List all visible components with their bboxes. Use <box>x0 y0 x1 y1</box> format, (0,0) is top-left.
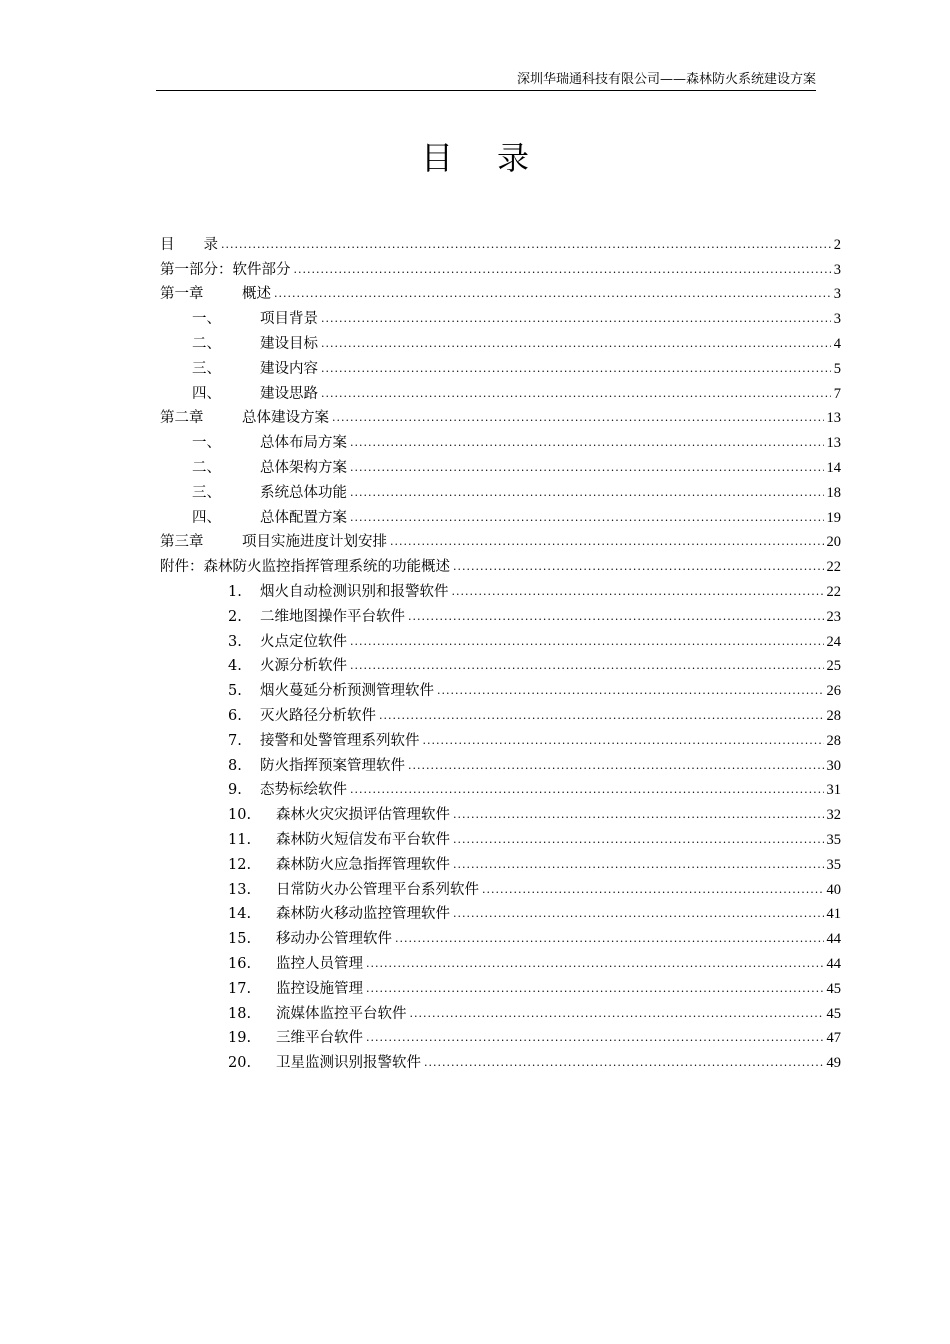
toc-entry-title: 项目实施进度计划安排 <box>242 534 387 551</box>
toc-leader-dots <box>453 855 824 875</box>
toc-entry-title: 监控设施管理 <box>276 980 363 997</box>
toc-entry-title: 灭火路径分析软件 <box>260 707 376 724</box>
page-header: 深圳华瑞通科技有限公司——森林防火系统建设方案 <box>156 70 816 91</box>
table-of-contents <box>160 230 841 1073</box>
toc-entry[interactable] <box>160 453 841 478</box>
toc-entry-title: 第一部分：软件部分 <box>160 261 291 278</box>
toc-page-number: 24 <box>826 633 841 650</box>
toc-leader-dots <box>453 557 824 577</box>
toc-entry-title: 总体建设方案 <box>242 410 329 427</box>
toc-entry-label <box>160 260 291 280</box>
toc-entry[interactable] <box>160 478 841 503</box>
toc-entry-title: 附件：森林防火监控指挥管理系统的功能概述 <box>160 559 450 576</box>
toc-page-number: 3 <box>833 311 841 328</box>
toc-page-number: 30 <box>826 757 841 774</box>
toc-entry-label <box>228 880 479 900</box>
toc-entry[interactable] <box>160 1024 841 1049</box>
toc-leader-dots <box>350 458 824 478</box>
toc-entry[interactable] <box>160 577 841 602</box>
toc-entry-title: 总体架构方案 <box>260 459 347 476</box>
toc-entry-title: 烟火蔓延分析预测管理软件 <box>260 683 434 700</box>
toc-entry-title: 烟火自动检测识别和报警软件 <box>260 583 449 600</box>
toc-page-number: 47 <box>826 1030 841 1047</box>
toc-page-number: 49 <box>826 1055 841 1072</box>
toc-entry-label <box>228 1028 363 1048</box>
toc-entry[interactable] <box>160 825 841 850</box>
toc-entry-label <box>160 284 271 304</box>
toc-leader-dots <box>321 334 831 354</box>
toc-page-number: 3 <box>833 286 841 303</box>
toc-leader-dots <box>379 706 824 726</box>
toc-page-number: 45 <box>826 1005 841 1022</box>
toc-entry[interactable] <box>160 627 841 652</box>
toc-leader-dots <box>350 632 824 652</box>
toc-entry[interactable] <box>160 602 841 627</box>
toc-page-number: 45 <box>826 980 841 997</box>
toc-entry-number: 二、 <box>192 459 221 476</box>
toc-entry-number: 8. <box>228 757 242 774</box>
toc-entry-title: 森林火灾灾损评估管理软件 <box>276 807 450 824</box>
toc-leader-dots <box>408 756 824 776</box>
toc-entry-number: 9. <box>228 782 242 799</box>
toc-entry[interactable] <box>160 652 841 677</box>
toc-entry-title: 监控人员管理 <box>276 955 363 972</box>
toc-page-number: 26 <box>826 683 841 700</box>
toc-page-number: 44 <box>826 955 841 972</box>
toc-entry-number: 12. <box>228 856 252 873</box>
toc-leader-dots <box>453 904 824 924</box>
toc-entry-number: 19. <box>228 1030 252 1047</box>
toc-entry-title: 防火指挥预案管理软件 <box>260 757 405 774</box>
toc-entry[interactable] <box>160 428 841 453</box>
toc-entry[interactable] <box>160 404 841 429</box>
toc-leader-dots <box>294 260 831 280</box>
toc-entry-number: 13. <box>228 881 252 898</box>
toc-leader-dots <box>321 359 831 379</box>
toc-entry-label <box>228 979 363 999</box>
toc-leader-dots <box>350 483 824 503</box>
toc-entry-number: 10. <box>228 807 252 824</box>
toc-entry-label <box>228 929 392 949</box>
toc-entry-label <box>192 334 318 354</box>
toc-entry[interactable] <box>160 1048 841 1073</box>
toc-leader-dots <box>452 582 824 602</box>
toc-leader-dots <box>410 1004 824 1024</box>
toc-entry-label <box>192 309 318 329</box>
toc-entry[interactable] <box>160 900 841 925</box>
toc-page-number: 2 <box>833 236 841 253</box>
toc-page-number: 22 <box>826 559 841 576</box>
toc-entry-number: 3. <box>228 633 242 650</box>
toc-entry-title: 三维平台软件 <box>276 1030 363 1047</box>
toc-leader-dots <box>321 309 831 329</box>
toc-entry-label <box>160 235 218 255</box>
toc-leader-dots <box>274 284 831 304</box>
toc-entry-label <box>160 557 450 577</box>
toc-entry-title: 总体布局方案 <box>260 435 347 452</box>
toc-leader-dots <box>221 235 831 255</box>
toc-entry-number: 6. <box>228 707 242 724</box>
toc-entry[interactable] <box>160 379 841 404</box>
toc-entry[interactable] <box>160 974 841 999</box>
toc-entry-number: 二、 <box>192 335 221 352</box>
toc-entry-label <box>192 483 347 503</box>
toc-leader-dots <box>437 681 824 701</box>
toc-page-number: 4 <box>833 335 841 352</box>
toc-page-number: 5 <box>833 360 841 377</box>
toc-entry-title: 总体配置方案 <box>260 509 347 526</box>
toc-entry[interactable] <box>160 776 841 801</box>
toc-entry-number: 11. <box>228 831 252 848</box>
toc-entry-number: 20. <box>228 1055 252 1072</box>
toc-entry-label <box>192 384 318 404</box>
toc-entry-number: 第一章 <box>160 286 204 303</box>
toc-entry-number: 18. <box>228 1005 252 1022</box>
toc-entry-number: 15. <box>228 931 252 948</box>
toc-entry-label <box>228 582 449 602</box>
toc-entry-number: 四、 <box>192 509 221 526</box>
toc-entry-number: 四、 <box>192 385 221 402</box>
toc-entry-number: 14. <box>228 906 252 923</box>
toc-entry-title: 日常防火办公管理平台系列软件 <box>276 881 479 898</box>
toc-leader-dots <box>350 780 824 800</box>
toc-page-number: 18 <box>826 484 841 501</box>
toc-entry-title: 卫星监测识别报警软件 <box>276 1055 421 1072</box>
page-title: 目录 <box>420 139 573 177</box>
toc-entry[interactable] <box>160 800 841 825</box>
toc-entry-label <box>228 780 347 800</box>
toc-entry-label <box>228 805 450 825</box>
toc-page-number: 35 <box>826 831 841 848</box>
toc-entry-title: 流媒体监控平台软件 <box>276 1005 407 1022</box>
toc-entry-number: 第二章 <box>160 410 204 427</box>
toc-leader-dots <box>395 929 824 949</box>
toc-entry-title: 森林防火短信发布平台软件 <box>276 831 450 848</box>
toc-page-number: 23 <box>826 608 841 625</box>
toc-entry-label <box>228 706 376 726</box>
toc-entry-label <box>228 954 363 974</box>
toc-leader-dots <box>366 954 824 974</box>
toc-page-number: 14 <box>826 459 841 476</box>
toc-entry-title: 二维地图操作平台软件 <box>260 608 405 625</box>
toc-entry-title: 系统总体功能 <box>260 484 347 501</box>
toc-entry-label <box>160 408 329 428</box>
toc-leader-dots <box>424 1053 824 1073</box>
toc-entry[interactable] <box>160 552 841 577</box>
toc-page-number: 22 <box>826 583 841 600</box>
toc-entry-title: 项目背景 <box>260 311 318 328</box>
toc-entry-number: 5. <box>228 683 242 700</box>
toc-entry-label <box>228 830 450 850</box>
toc-leader-dots <box>366 979 824 999</box>
toc-entry-number: 一、 <box>192 311 221 328</box>
toc-page-number: 20 <box>826 534 841 551</box>
toc-page-number: 19 <box>826 509 841 526</box>
toc-page-number: 40 <box>826 881 841 898</box>
toc-page-number: 28 <box>826 707 841 724</box>
toc-entry-label <box>192 458 347 478</box>
toc-entry-number: 三、 <box>192 484 221 501</box>
toc-leader-dots <box>390 532 824 552</box>
toc-page-number: 13 <box>826 410 841 427</box>
toc-entry-title: 态势标绘软件 <box>260 782 347 799</box>
toc-entry-label <box>228 1004 407 1024</box>
toc-entry-title: 森林防火应急指挥管理软件 <box>276 856 450 873</box>
toc-entry-title: 建设内容 <box>260 360 318 377</box>
toc-entry-label <box>228 632 347 652</box>
toc-leader-dots <box>321 384 831 404</box>
toc-page-number: 35 <box>826 856 841 873</box>
toc-leader-dots <box>350 656 824 676</box>
toc-entry[interactable] <box>160 230 841 255</box>
toc-entry-label <box>228 607 405 627</box>
toc-page-number: 41 <box>826 906 841 923</box>
toc-entry-title: 森林防火移动监控管理软件 <box>276 906 450 923</box>
toc-entry-number: 7. <box>228 732 242 749</box>
toc-entry-title: 火点定位软件 <box>260 633 347 650</box>
toc-entry[interactable] <box>160 949 841 974</box>
toc-leader-dots <box>453 805 824 825</box>
toc-entry-number: 2. <box>228 608 242 625</box>
toc-entry[interactable] <box>160 726 841 751</box>
toc-entry[interactable] <box>160 676 841 701</box>
toc-entry-label <box>192 433 347 453</box>
toc-page-number: 7 <box>833 385 841 402</box>
toc-entry-number: 目 录 <box>160 236 218 253</box>
toc-leader-dots <box>423 731 824 751</box>
toc-entry-title: 接警和处警管理系列软件 <box>260 732 420 749</box>
toc-page-number: 13 <box>826 435 841 452</box>
toc-page-number: 44 <box>826 931 841 948</box>
toc-leader-dots <box>453 830 824 850</box>
toc-entry[interactable] <box>160 255 841 280</box>
toc-entry[interactable] <box>160 503 841 528</box>
toc-entry[interactable] <box>160 280 841 305</box>
toc-leader-dots <box>366 1028 824 1048</box>
toc-entry-label <box>228 855 450 875</box>
toc-entry-label <box>228 681 434 701</box>
toc-entry[interactable] <box>160 304 841 329</box>
toc-entry-number: 16. <box>228 955 252 972</box>
toc-leader-dots <box>350 433 824 453</box>
toc-entry-label <box>160 532 387 552</box>
toc-page-number: 25 <box>826 658 841 675</box>
toc-entry-title: 建设思路 <box>260 385 318 402</box>
toc-entry-label <box>228 656 347 676</box>
toc-entry-number: 三、 <box>192 360 221 377</box>
toc-page-number: 28 <box>826 732 841 749</box>
toc-entry-number: 4. <box>228 658 242 675</box>
toc-entry-number: 第三章 <box>160 534 204 551</box>
toc-leader-dots <box>332 408 824 428</box>
toc-entry-title: 移动办公管理软件 <box>276 931 392 948</box>
toc-entry[interactable] <box>160 924 841 949</box>
toc-entry-number: 1. <box>228 583 242 600</box>
toc-entry[interactable] <box>160 528 841 553</box>
toc-entry[interactable] <box>160 354 841 379</box>
toc-page-number: 31 <box>826 782 841 799</box>
toc-entry-title: 概述 <box>242 286 271 303</box>
toc-entry-label <box>228 731 420 751</box>
toc-entry[interactable] <box>160 875 841 900</box>
toc-entry[interactable] <box>160 329 841 354</box>
toc-entry-label <box>228 1053 421 1073</box>
toc-entry-title: 火源分析软件 <box>260 658 347 675</box>
toc-leader-dots <box>408 607 824 627</box>
toc-entry-label <box>228 904 450 924</box>
toc-entry[interactable] <box>160 701 841 726</box>
toc-page-number: 3 <box>833 261 841 278</box>
toc-entry-label <box>228 756 405 776</box>
toc-page-number: 32 <box>826 807 841 824</box>
toc-entry[interactable] <box>160 850 841 875</box>
toc-leader-dots <box>482 880 824 900</box>
toc-entry-label <box>192 508 347 528</box>
toc-entry-title: 建设目标 <box>260 335 318 352</box>
toc-leader-dots <box>350 508 824 528</box>
toc-entry[interactable] <box>160 999 841 1024</box>
toc-entry-number: 17. <box>228 980 252 997</box>
toc-entry-number: 一、 <box>192 435 221 452</box>
toc-entry[interactable] <box>160 751 841 776</box>
toc-entry-label <box>192 359 318 379</box>
